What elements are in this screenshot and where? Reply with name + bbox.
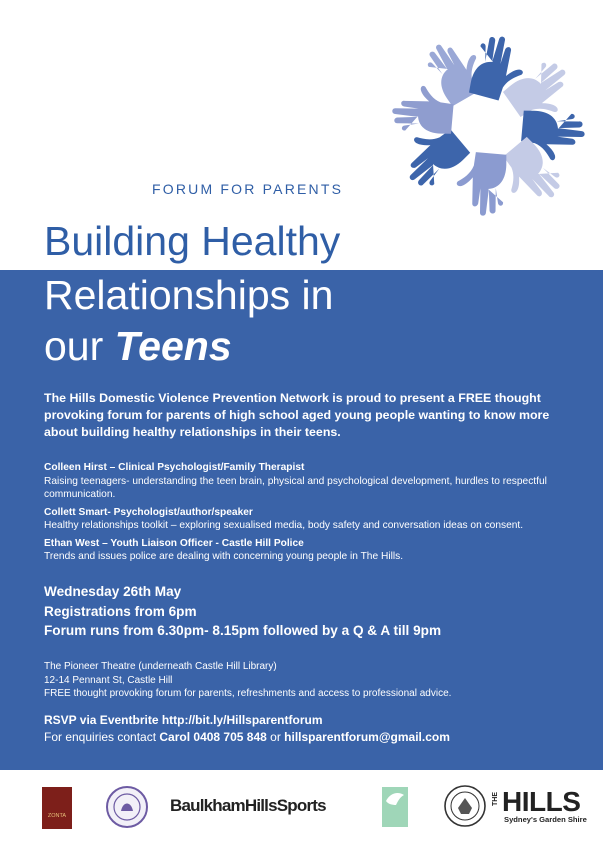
the-hills-wordmark: HILLS [502,786,581,817]
title-line-2: Relationships in [44,272,334,318]
hills-shire-seal-logo [443,784,487,828]
venue-line: FREE thought provoking forum for parents, refreshments and access to professional advice. [44,688,452,699]
speaker-item [44,461,584,502]
zonta-logo-text: ZONTA [47,813,67,819]
baulkham-hills-sports-logo: BaulkhamHillsSports [170,796,326,815]
title-line-3 [44,323,232,369]
event-details [44,582,441,641]
title-emphasis: Teens [114,323,232,369]
enquiries-or: or [266,730,285,744]
rsvp-section [44,712,450,746]
intro-paragraph: The Hills Domestic Violence Prevention Network is proud to present a FREE thought provoking forum for parents of high school aged young people wanting to know more about building healthy relationships in their teens. [44,391,550,439]
speaker-name: Collett Smart- Psychologist/author/speaker [44,506,253,518]
dove-icon [382,787,408,811]
speaker-name: Ethan West – Youth Liaison Officer - Castle Hill Police [44,537,304,549]
speaker-description: Healthy relationships toolkit – exploring sexualised media, body safety and conversation ideas on consent. [44,520,524,531]
the-hills-prefix: THE [492,792,499,806]
forum-label: FORUM FOR PARENTS [152,181,344,197]
rsvp-link[interactable]: RSVP via Eventbrite http://bit.ly/Hillsparentforum [44,713,323,727]
venue-line: 12-14 Pennant St, Castle Hill [44,674,173,686]
title-line-3-prefix: our [44,323,115,369]
speaker-item [44,537,584,564]
event-date: Wednesday 26th May [44,584,182,599]
zonta-logo [42,787,72,829]
hands-circle-logo [378,24,600,224]
contact-phone: Carol 0408 705 848 [159,730,267,744]
contact-email[interactable]: hillsparentforum@gmail.com [284,730,450,744]
title-line-1: Building Healthy [44,218,341,264]
speaker-item [44,506,584,533]
dvpn-logo [382,787,408,848]
speakers-list [44,461,584,568]
enquiries-prefix: For enquiries contact [44,730,160,744]
event-times: Forum runs from 6.30pm- 8.15pm followed by a Q & A till 9pm [44,623,442,638]
the-hills-tagline: Sydney's Garden Shire [504,815,587,824]
dvpn-logo-text: HILLS [387,842,403,848]
venue-details [44,660,451,701]
venue-line: The Pioneer Theatre (underneath Castle Hill Library) [44,661,277,672]
speaker-description: Trends and issues police are dealing with concerning young people in The Hills. [44,551,404,562]
speaker-name: Colleen Hirst – Clinical Psychologist/Family Therapist [44,462,305,473]
sponsor-footer [0,770,603,850]
enquiries-line [44,729,450,746]
speaker-description: Raising teenagers- understanding the teen brain, physical and psychological development, hurdles to respectful communication. [44,475,547,500]
event-registrations: Registrations from 6pm [44,603,197,619]
soroptimist-seal-logo [105,785,149,829]
